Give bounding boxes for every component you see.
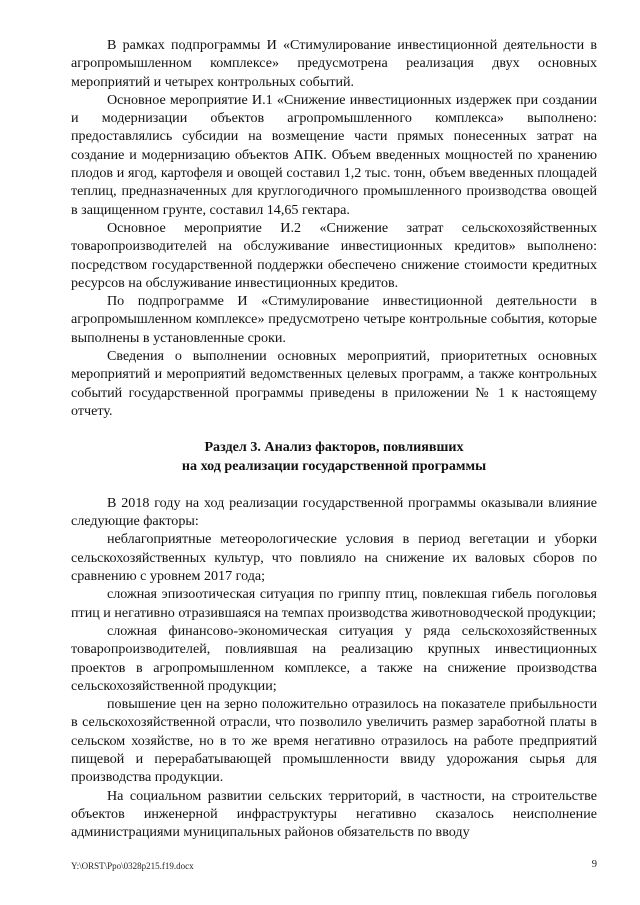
document-page [71, 36, 597, 841]
paragraph-factor-weather: неблагоприятные метеорологические условия в период вегетации и уборки сельскохозяйственных культур, что повлияло на снижение их валовых сборов по сравнению с уровнем 2017 года; [71, 531, 597, 585]
spacer [71, 475, 597, 494]
paragraph-factor-financial: сложная финансово-экономическая ситуация у ряда сельскохозяйственных товаропроизводителей, повлиявшая на реализацию крупных инвестиционных проектов в агропромышленном комплексе, а также на снижение производства сельскохозяйственной продукции; [71, 622, 597, 694]
paragraph-subprogram-intro: В рамках подпрограммы И «Стимулирование инвестиционной деятельности в агропромышленном комплексе» предусмотрена реализация двух основных мероприятий и четырех контрольных событий. [71, 37, 597, 90]
paragraph-measure-i1: Основное мероприятие И.1 «Снижение инвестиционных издержек при создании и модернизации объектов агропромышленного комплекса» выполнено: предоставлялись субсидии на возмещение части прямых понесенных затрат на создание и модернизацию объектов АПК. Объем введенных мощностей по хранению плодов и ягод, картофеля и овощей составил 1,2 тыс. тонн, объем введенных площадей теплиц, предназначенных для круглогодичного промышленного производства овощей в защищенном грунте, составил 14,65 гектара. [71, 91, 597, 218]
section-heading-line-1: Раздел 3. Анализ факторов, повлиявших [204, 439, 464, 456]
section-heading-line-2: на ход реализации государственной программы [181, 457, 487, 474]
paragraph-control-events: По подпрограмме И «Стимулирование инвестиционной деятельности в агропромышленном комплексе» предусмотрено четыре контрольные события, которые выполнены в установленные сроки. [71, 293, 597, 346]
paragraph-factor-avian-flu: сложная эпизоотическая ситуация по гриппу птиц, повлекшая гибель поголовья птиц и негативно отразившаяся на темпах производства животноводческой продукции; [71, 586, 597, 621]
paragraph-appendix-reference: Сведения о выполнении основных мероприятий, приоритетных основных мероприятий и мероприятий ведомственных целевых программ, а также контрольных событий государственной программы приведены в приложении № 1 к настоящему отчету. [71, 348, 597, 419]
section-heading [71, 438, 597, 475]
page-number: 9 [591, 859, 597, 870]
paragraph-factor-grain-prices: повышение цен на зерно положительно отразилось на показателе прибыльности в сельскохозяйственной отрасли, что позволило увеличить размер заработной платы в сельском хозяйстве, но в то же время негативно отразилось на работе предприятий пищевой и перерабатывающей промышленности ввиду удорожания сырья для производства продукции. [71, 696, 597, 786]
footer-file-path: Y:\ORST\Ppo\0328p215.f19.docx [71, 861, 194, 871]
paragraph-factors-intro: В 2018 году на ход реализации государственной программы оказывали влияние следующие факторы: [71, 494, 597, 530]
spacer [71, 420, 597, 438]
paragraph-measure-i2: Основное мероприятие И.2 «Снижение затрат сельскохозяйственных товаропроизводителей на обслуживание инвестиционных кредитов» выполнено: посредством государственной поддержки обеспечено снижение стоимости кредитных ресурсов на обслуживание инвестиционных кредитов. [71, 219, 597, 291]
paragraph-rural-development: На социальном развитии сельских территорий, в частности, на строительстве объектов инженерной инфраструктуры негативно сказалось неисполнение администрациями муниципальных районов обязательств по вводу [71, 787, 597, 841]
